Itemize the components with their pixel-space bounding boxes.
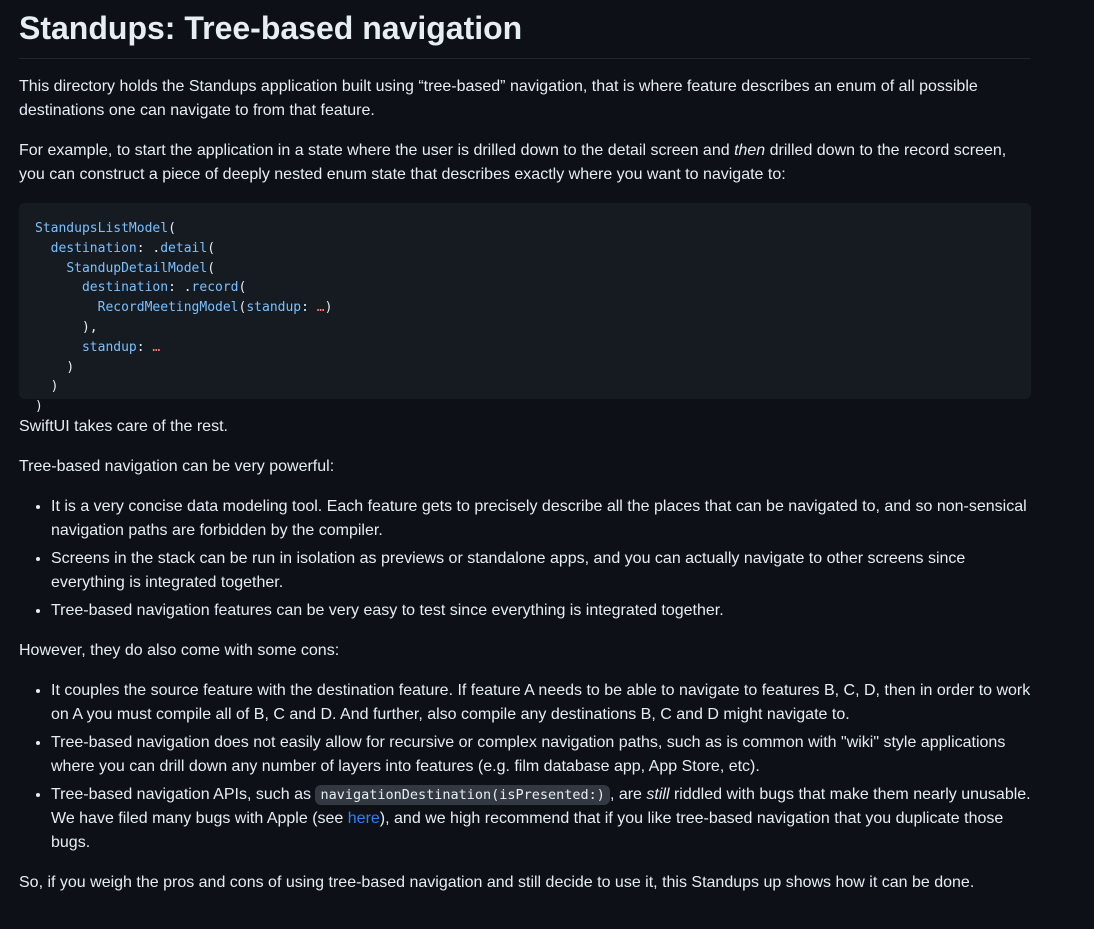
- code-block: [19, 203, 1031, 415]
- example-text-before: For example, to start the application in a state where the user is drilled down to the detail screen and: [19, 142, 735, 159]
- inline-code: navigationDestination(isPresented:): [315, 785, 609, 805]
- pros-heading: Tree-based navigation can be very powerful:: [19, 458, 335, 475]
- intro-paragraph: This directory holds the Standups application built using “tree-based” navigation, that is where feature describes an enum of all possible destinations one can navigate to from that feature.: [19, 78, 978, 119]
- list-item: • Tree-based navigation APIs, such as navigationDestination(isPresented:) , are still riddled with bugs that make them nearly unusable. We have filed many bugs with Apple (see here), and we high recommend that if you like tree-based navigation that you duplicate those bugs.: [51, 783, 1031, 855]
- list-item: • Tree-based navigation features can be very easy to test since everything is integrated together.: [51, 599, 1031, 623]
- pros-list: [19, 495, 1031, 623]
- code-line-9: ): [50, 379, 59, 395]
- example-paragraph: [19, 139, 1031, 187]
- list-item: • It is a very concise data modeling tool. Each feature gets to precisely describe all the places that can be navigated to, and so non-sensical navigation paths are forbidden by the compiler.: [51, 495, 1031, 543]
- swiftui-paragraph: SwiftUI takes care of the rest.: [19, 418, 228, 435]
- emphasis: still: [646, 786, 670, 803]
- code-line-5: RecordMeetingModel(standup: …): [97, 300, 333, 316]
- cons-list: [19, 679, 1031, 855]
- here-link[interactable]: here: [347, 810, 380, 827]
- code-line-8: ): [66, 359, 75, 375]
- example-emphasis: then: [734, 142, 766, 159]
- code-line-4: destination: .record(: [81, 280, 247, 296]
- example-text-after: drilled down to the record screen, you can construct a piece of deeply nested enum state that describes exactly where you want to navigate to:: [19, 142, 1007, 183]
- code-line-10: ): [35, 399, 43, 415]
- list-item: • Screens in the stack can be run in isolation as previews or standalone apps, and you can actually navigate to other screens since everything is integrated together.: [51, 547, 1031, 595]
- list-item: • It couples the source feature with the destination feature. If feature A needs to be able to navigate to features B, C, D, then in order to work on A you must compile all of B, C and D. And further, also compile any destinations B, C and D might navigate to.: [51, 679, 1031, 727]
- code-line-3: StandupDetailModel(: [66, 260, 216, 276]
- cons-heading: However, they do also come with some cons:: [19, 642, 340, 659]
- code-line-6: ),: [81, 319, 98, 335]
- code-line-2: destination: .detail(: [50, 240, 216, 256]
- page-title: Standups: Tree-based navigation: [19, 8, 1031, 59]
- readme-content: [19, 0, 1031, 911]
- code-line-7: standup: …: [81, 339, 161, 355]
- conclusion-paragraph: So, if you weigh the pros and cons of using tree-based navigation and still decide to use it, this Standups up shows how it can be done.: [19, 874, 975, 891]
- code-line-1: StandupsListModel(: [35, 221, 176, 236]
- list-item: • Tree-based navigation does not easily allow for recursive or complex navigation paths, such as is common with "wiki" style applications where you can drill down any number of layers into features (e.g. film database app, App Store, etc).: [51, 731, 1031, 779]
